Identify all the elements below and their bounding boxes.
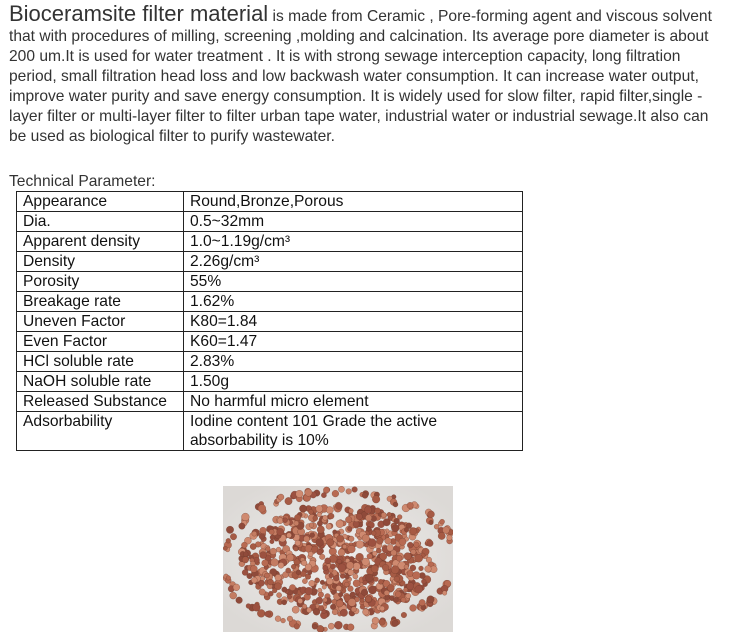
ceramsite-pellets-photo bbox=[223, 486, 453, 632]
pellet bbox=[287, 554, 294, 561]
pellet bbox=[318, 605, 323, 610]
pellet bbox=[363, 580, 368, 585]
pellet bbox=[294, 521, 299, 526]
pellet bbox=[323, 598, 327, 602]
pellet bbox=[419, 599, 425, 605]
table-row bbox=[17, 412, 523, 451]
pellet bbox=[334, 621, 342, 629]
pellet bbox=[346, 562, 354, 570]
pellet bbox=[372, 496, 380, 504]
pellet bbox=[307, 570, 312, 575]
param-name: HCl soluble rate bbox=[17, 352, 184, 372]
pellet bbox=[348, 598, 356, 606]
pellet bbox=[427, 596, 434, 603]
pellet bbox=[250, 565, 257, 572]
pellet bbox=[282, 587, 287, 592]
pellet bbox=[361, 589, 368, 596]
pellet bbox=[443, 527, 450, 534]
pellet bbox=[343, 544, 347, 548]
pellet bbox=[394, 576, 400, 582]
pellet bbox=[336, 503, 343, 510]
param-value: 2.26g/cm³ bbox=[184, 252, 523, 272]
pellet bbox=[268, 591, 273, 596]
pellet bbox=[242, 570, 248, 576]
pellet bbox=[338, 564, 346, 572]
pellet bbox=[294, 624, 300, 630]
pellet bbox=[230, 592, 237, 599]
pellet bbox=[269, 529, 274, 534]
pellet bbox=[385, 596, 390, 601]
pellet bbox=[270, 548, 277, 555]
table-row bbox=[17, 392, 523, 412]
pellet bbox=[323, 487, 329, 493]
pellet bbox=[362, 558, 370, 566]
pellet bbox=[344, 582, 349, 587]
pellet bbox=[326, 578, 333, 585]
pellet bbox=[393, 597, 398, 602]
pellet bbox=[242, 513, 250, 521]
pellet bbox=[309, 580, 315, 586]
pellet bbox=[265, 611, 271, 617]
pellet bbox=[332, 609, 338, 615]
pellet bbox=[365, 596, 371, 602]
pellet bbox=[291, 564, 296, 569]
pellet bbox=[380, 606, 385, 611]
pellet bbox=[312, 624, 317, 629]
pellet bbox=[392, 620, 398, 626]
table-row bbox=[17, 312, 523, 332]
pellet bbox=[369, 586, 377, 594]
pellet bbox=[371, 565, 378, 572]
param-name: Density bbox=[17, 252, 184, 272]
pellet bbox=[338, 549, 345, 556]
pellet bbox=[407, 570, 413, 576]
pellet bbox=[251, 577, 257, 583]
param-name: Dia. bbox=[17, 212, 184, 232]
param-value: 1.50g bbox=[184, 372, 523, 392]
pellet bbox=[275, 616, 281, 622]
pellet bbox=[367, 554, 373, 560]
pellet bbox=[315, 578, 320, 583]
pellet bbox=[326, 507, 333, 514]
pellet bbox=[311, 546, 318, 553]
pellet bbox=[252, 531, 257, 536]
pellet bbox=[345, 575, 350, 580]
pellet bbox=[387, 512, 392, 517]
pellet bbox=[348, 545, 356, 553]
pellet bbox=[299, 505, 306, 512]
pellet bbox=[323, 515, 328, 520]
pellet bbox=[246, 604, 251, 609]
param-value: No harmful micro element bbox=[184, 392, 523, 412]
table-row bbox=[17, 332, 523, 352]
pellet bbox=[366, 574, 374, 582]
pellet bbox=[305, 587, 313, 595]
pellet bbox=[353, 574, 358, 579]
pellet bbox=[226, 526, 233, 533]
pellet bbox=[399, 538, 406, 545]
pellet bbox=[326, 524, 332, 530]
pellet bbox=[236, 597, 243, 604]
pellet bbox=[253, 604, 261, 612]
pellet bbox=[340, 609, 347, 616]
pellet bbox=[320, 580, 325, 585]
pellet bbox=[226, 576, 231, 581]
pellet bbox=[318, 588, 322, 592]
pellet bbox=[226, 538, 231, 543]
pellet bbox=[305, 564, 312, 571]
table-row bbox=[17, 212, 523, 232]
pellet bbox=[384, 590, 389, 595]
pellet bbox=[395, 591, 401, 597]
pellet bbox=[336, 585, 342, 591]
pellet bbox=[313, 516, 318, 521]
pellet bbox=[338, 592, 343, 597]
param-value: K80=1.84 bbox=[184, 312, 523, 332]
pellet bbox=[337, 559, 342, 564]
pellet bbox=[406, 593, 411, 598]
pellet bbox=[328, 513, 334, 519]
pellet bbox=[302, 604, 307, 609]
pellet bbox=[277, 518, 283, 524]
param-value: 2.83% bbox=[184, 352, 523, 372]
pellet bbox=[259, 589, 265, 595]
pellet bbox=[283, 518, 288, 523]
param-name: Released Substance bbox=[17, 392, 184, 412]
pellet bbox=[407, 502, 413, 508]
pellet bbox=[260, 552, 267, 559]
pellet bbox=[404, 565, 409, 570]
pellet bbox=[387, 584, 394, 591]
pellet bbox=[294, 514, 300, 520]
pellet bbox=[294, 547, 299, 552]
pellet bbox=[387, 544, 394, 551]
pellet bbox=[325, 558, 331, 564]
table-row bbox=[17, 252, 523, 272]
pellet bbox=[382, 564, 389, 571]
pellet bbox=[321, 493, 326, 498]
pellet bbox=[394, 518, 400, 524]
pellet bbox=[270, 539, 274, 543]
pellet bbox=[272, 588, 277, 593]
pellet bbox=[241, 542, 247, 548]
pellet bbox=[250, 544, 256, 550]
pellet bbox=[372, 617, 379, 624]
pellet bbox=[419, 566, 424, 571]
pellet bbox=[287, 616, 293, 622]
pellet bbox=[317, 526, 324, 533]
pellet bbox=[278, 494, 284, 500]
pellet bbox=[349, 536, 355, 542]
pellet bbox=[307, 608, 312, 613]
pellet bbox=[266, 547, 271, 552]
pellet bbox=[242, 557, 248, 563]
pellet bbox=[310, 533, 315, 538]
pellet bbox=[277, 528, 284, 535]
pellet bbox=[262, 560, 269, 567]
pellet bbox=[281, 618, 286, 623]
pellet bbox=[259, 533, 265, 539]
pellet bbox=[286, 533, 291, 538]
pellet bbox=[421, 579, 426, 584]
pellet bbox=[356, 541, 364, 549]
pellet bbox=[393, 502, 398, 507]
pellet bbox=[264, 573, 269, 578]
param-value: Iodine content 101 Grade the active absorbability is 10% bbox=[184, 412, 523, 451]
pellet bbox=[351, 607, 356, 612]
pellet bbox=[243, 552, 248, 557]
pellet bbox=[230, 534, 236, 540]
product-title: Bioceramsite filter material bbox=[9, 1, 269, 26]
pellet bbox=[383, 519, 390, 526]
pellet bbox=[434, 524, 439, 529]
pellet bbox=[309, 523, 314, 528]
pellet bbox=[374, 577, 379, 582]
pellet bbox=[378, 579, 383, 584]
pellet bbox=[332, 490, 339, 497]
pellet bbox=[396, 555, 402, 561]
pellet bbox=[316, 505, 323, 512]
pellet bbox=[304, 536, 310, 542]
table-row bbox=[17, 292, 523, 312]
pellet bbox=[410, 605, 417, 612]
pellet bbox=[301, 571, 307, 577]
param-name: Adsorbability bbox=[17, 412, 184, 451]
pellet bbox=[426, 557, 432, 563]
pellet bbox=[333, 575, 339, 581]
pellet bbox=[289, 585, 295, 591]
pellet bbox=[323, 565, 328, 570]
pellet bbox=[376, 548, 381, 553]
pellet bbox=[292, 606, 299, 613]
pellet bbox=[285, 497, 292, 504]
pellet bbox=[407, 542, 413, 548]
param-value: 55% bbox=[184, 272, 523, 292]
pellet bbox=[362, 493, 368, 499]
pellet bbox=[282, 600, 287, 605]
pellet bbox=[318, 592, 324, 598]
pellet bbox=[401, 612, 407, 618]
pellet bbox=[375, 508, 381, 514]
intro-text: is made from Ceramic , Pore-forming agent and viscous solvent that with procedures of milling, screening ,molding and calcination. Its average pore diameter is about 200 um.It is used for water treatment . It is with strong sewage interception capacity, long filtration period, small filtration head loss and low backwash water consumption. It can increase water output, improve water purity and save energy consumption. It is widely used for slow filter, rapid filter,single -layer filter or multi-layer filter to filter urban tape water, industrial water or industrial sewage.It also can be used as biological filter to purify wastewater. bbox=[9, 8, 712, 145]
technical-parameter-table bbox=[16, 191, 523, 451]
pellet bbox=[338, 486, 344, 492]
pellet bbox=[308, 509, 313, 514]
pellet bbox=[287, 595, 292, 600]
param-name: Porosity bbox=[17, 272, 184, 292]
pellet bbox=[270, 535, 275, 540]
pellet bbox=[348, 569, 354, 575]
pellet bbox=[316, 539, 324, 547]
pellet bbox=[362, 535, 370, 543]
pellet bbox=[345, 516, 352, 523]
table-row bbox=[17, 232, 523, 252]
pellet bbox=[392, 524, 400, 532]
pellet bbox=[308, 552, 313, 557]
param-value: 1.0~1.19g/cm³ bbox=[184, 232, 523, 252]
pellet bbox=[364, 506, 371, 513]
pellet bbox=[366, 526, 371, 531]
pellet bbox=[268, 579, 274, 585]
pellet bbox=[353, 521, 359, 527]
pellet bbox=[322, 585, 326, 589]
pellet bbox=[317, 625, 324, 632]
pellet bbox=[411, 549, 416, 554]
pellet bbox=[258, 505, 266, 513]
pellet bbox=[336, 520, 344, 528]
pellet bbox=[233, 584, 240, 591]
table-row bbox=[17, 352, 523, 372]
pellet bbox=[277, 593, 282, 598]
pellet bbox=[346, 489, 352, 495]
pellet bbox=[223, 546, 227, 550]
pellet bbox=[337, 535, 344, 542]
param-value: K60=1.47 bbox=[184, 332, 523, 352]
table-row bbox=[17, 192, 523, 212]
pellet bbox=[295, 540, 301, 546]
pellet bbox=[413, 572, 421, 580]
pellet bbox=[425, 566, 432, 573]
pellet bbox=[429, 520, 434, 525]
param-name: Apparent density bbox=[17, 232, 184, 252]
pellet bbox=[428, 511, 435, 518]
pellet bbox=[298, 598, 303, 603]
pellet bbox=[330, 564, 335, 569]
pellet bbox=[258, 580, 264, 586]
pellet bbox=[410, 528, 417, 535]
param-name: Appearance bbox=[17, 192, 184, 212]
pellet bbox=[328, 623, 334, 629]
pellet bbox=[438, 532, 445, 539]
param-value: 0.5~32mm bbox=[184, 212, 523, 232]
pellet bbox=[278, 562, 284, 568]
pellet bbox=[404, 528, 409, 533]
technical-parameter-label: Technical Parameter: bbox=[9, 173, 156, 190]
pellet bbox=[356, 513, 362, 519]
pellet bbox=[316, 597, 323, 604]
param-name: Breakage rate bbox=[17, 292, 184, 312]
pellet bbox=[401, 597, 406, 602]
pellet-pile-image bbox=[223, 486, 453, 632]
pellet bbox=[260, 527, 267, 534]
pellet bbox=[365, 515, 371, 521]
pellet bbox=[302, 579, 307, 584]
pellet bbox=[296, 570, 301, 575]
pellet bbox=[271, 559, 279, 567]
pellet bbox=[363, 609, 369, 615]
pellet bbox=[447, 535, 453, 541]
pellet bbox=[239, 523, 245, 529]
pellet bbox=[403, 588, 407, 592]
pellet bbox=[415, 554, 423, 562]
param-name: Uneven Factor bbox=[17, 312, 184, 332]
pellet bbox=[427, 540, 433, 546]
param-value: Round,Bronze,Porous bbox=[184, 192, 523, 212]
pellet bbox=[391, 566, 399, 574]
pellet bbox=[327, 539, 334, 546]
pellet bbox=[371, 531, 376, 536]
pellet bbox=[275, 574, 281, 580]
pellet bbox=[404, 553, 411, 560]
pellet bbox=[347, 624, 354, 631]
pellet bbox=[381, 512, 386, 517]
pellet bbox=[379, 619, 385, 625]
param-name: Even Factor bbox=[17, 332, 184, 352]
pellet bbox=[296, 490, 303, 497]
pellet bbox=[317, 512, 322, 517]
intro-paragraph bbox=[9, 1, 725, 147]
pellet bbox=[305, 489, 312, 496]
pellet bbox=[352, 487, 358, 493]
pellet bbox=[330, 604, 336, 610]
param-value: 1.62% bbox=[184, 292, 523, 312]
pellet bbox=[385, 538, 392, 545]
pellet bbox=[329, 573, 334, 578]
pellet bbox=[347, 527, 352, 532]
pellet bbox=[348, 586, 354, 592]
pellet bbox=[415, 585, 423, 593]
pellet bbox=[442, 591, 447, 596]
pellet bbox=[376, 538, 383, 545]
pellet bbox=[414, 542, 420, 548]
table-row bbox=[17, 272, 523, 292]
pellet bbox=[349, 509, 354, 514]
pellet bbox=[440, 519, 445, 524]
pellet bbox=[336, 600, 343, 607]
pellet bbox=[286, 568, 291, 573]
param-name: NaOH soluble rate bbox=[17, 372, 184, 392]
table-row bbox=[17, 372, 523, 392]
